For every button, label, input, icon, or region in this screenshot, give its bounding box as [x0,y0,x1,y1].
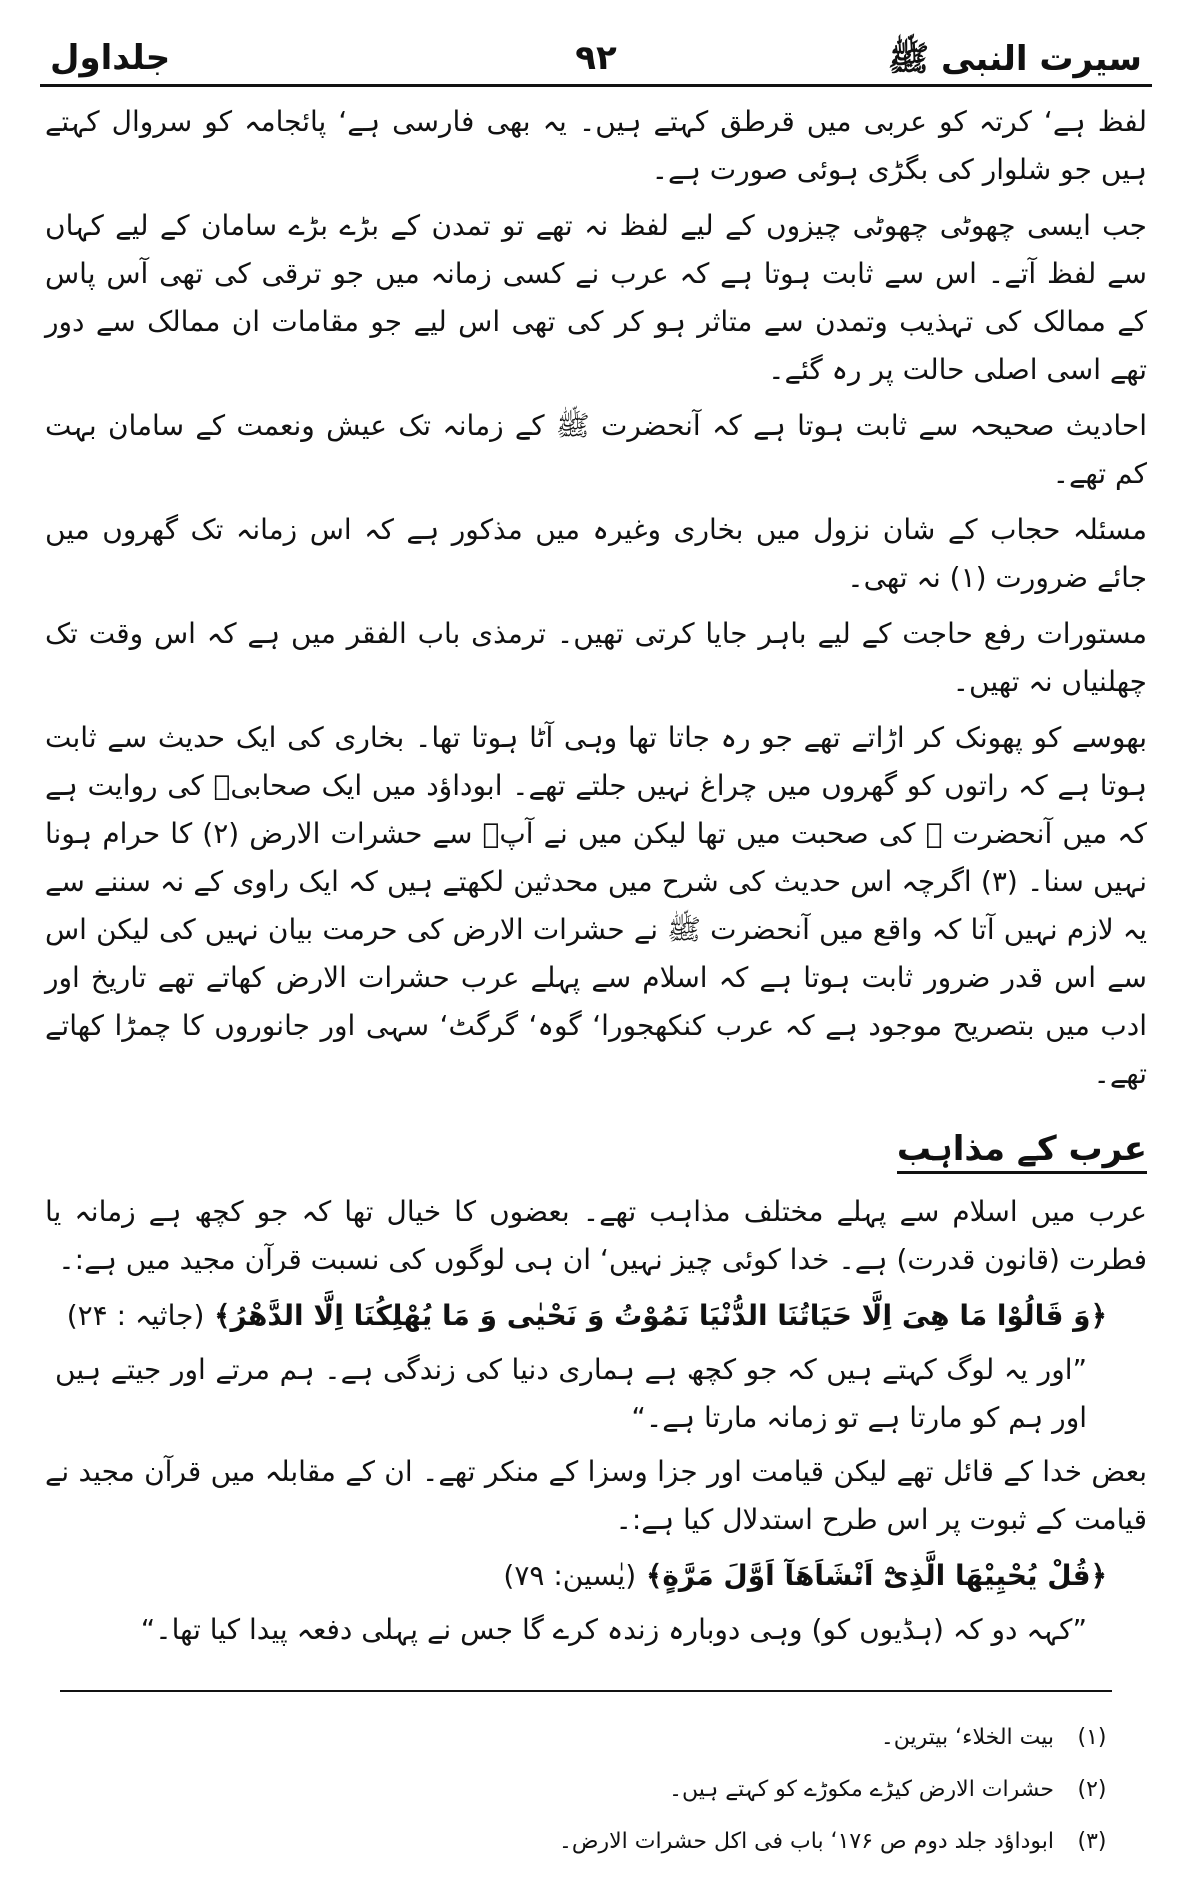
section-heading: عرب کے مذاہب [897,1128,1147,1174]
footnote-number: (۳) [1077,1829,1107,1854]
paragraph: جب ایسی چھوٹی چھوٹی چیزوں کے لیے لفظ نہ تھے تو تمدن کے بڑے بڑے سامان کے لیے کہاں سے لفظ آتے۔ اس سے ثابت ہوتا ہے کہ عرب نے کسی زمانہ میں جو ترقی کی تھی آس پاس کے ممالک کی تہذیب وتمدن سے متاثر ہو کر کی تھی اس لیے جو مقامات ان ممالک سے دور تھے اسی اصلی حالت پر رہ گئے۔ [45,209,1148,386]
page-number: ۹۲ [575,38,617,78]
paragraph: مسئلہ حجاب کے شان نزول میں بخاری وغیرہ میں مذکور ہے کہ اس زمانہ تک گھروں میں جائے ضرورت (۱) نہ تھی۔ [45,513,1147,594]
paragraph: لفظ ہے‘ کرتہ کو عربی میں قرطق کہتے ہیں۔ یہ بھی فارسی ہے‘ پائجامہ کو سروال کہتے ہیں جو شلوار کی بگڑی ہوئی صورت ہے۔ [45,105,1147,186]
book-title: سیرت النبی ﷺ [888,39,1142,79]
footnote-rule [60,1690,1112,1692]
footnotes [80,1712,1112,1868]
running-header [40,38,1152,98]
paragraph: مستورات رفع حاجت کے لیے باہر جایا کرتی تھیں۔ ترمذی باب الفقر میں ہے کہ اس وقت تک چھلنیاں نہ تھیں۔ [45,617,1147,698]
quran-verse [55,1552,1107,1600]
paragraph: بھوسے کو پھونک کر اڑاتے تھے جو رہ جاتا تھا وہی آٹا ہوتا تھا۔ بخاری کی ایک حدیث سے ثابت ہوتا ہے کہ راتوں کو گھروں میں چراغ نہیں جلتے تھے۔ ابوداؤد میں ایک صحابیؓ کی روایت ہے کہ میں آنحضرت ﷺ کی صحبت میں تھا لیکن میں نے آپؐ سے حشرات الارض (۲) کا حرام ہونا نہیں سنا۔ (۳) اگرچہ اس حدیث کی شرح میں محدثین لکھتے ہیں کہ ایک راوی کے نہ سننے سے یہ لازم نہیں آتا کہ واقع میں آنحضرت ﷺ نے حشرات الارض کی حرمت بیان نہیں کی لیکن اس سے اس قدر ضرور ثابت ہوتا ہے کہ اسلام سے پہلے عرب حشرات الارض کھاتے تھے تاریخ اور ادب میں بتصریح موجود ہے کہ عرب کنکھجورا‘ گوہ‘ گرگٹ‘ سہی اور جانوروں کا چمڑا کھاتے تھے۔ [45,721,1147,1090]
footnote [80,1712,1112,1764]
footnote-number: (۲) [1077,1777,1107,1802]
main-text [45,98,1147,1660]
ayah-text: ﴿وَ قَالُوْا مَا هِیَ اِلَّا حَیَاتُنَا الدُّنْیَا نَمُوْتُ وَ نَحْیٰی وَ مَا یُهْلِكُنَا اِلَّا الدَّهْرُ﴾ [214,1299,1107,1332]
quran-verse [55,1292,1107,1340]
footnote-text: حشرات الارض کیڑے مکوڑے کو کہتے ہیں۔ [669,1777,1054,1802]
ayah-reference: (یٰسین: ۷۹) [503,1559,637,1592]
footnote [80,1764,1112,1816]
footnote-text: بیت الخلاء‘ بیترین۔ [880,1725,1054,1750]
translation-quote: ”اور یہ لوگ کہتے ہیں کہ جو کچھ ہے ہماری دنیا کی زندگی ہے۔ ہم مرتے اور جیتے ہیں اور ہم کو مارتا ہے تو زمانہ مارتا ہے۔“ [55,1353,1087,1434]
ayah-text: ﴿قُلْ یُحْیِیْهَا الَّذِیْٓ اَنْشَاَهَآ اَوَّلَ مَرَّةٍ﴾ [645,1559,1107,1592]
volume-label: جلداول [50,38,171,78]
footnote-text: ابوداؤد جلد دوم ص ۱۷۶‘ باب فی اکل حشرات الارض۔ [559,1829,1054,1854]
footnote [80,1816,1112,1868]
paragraph: احادیث صحیحہ سے ثابت ہوتا ہے کہ آنحضرت ﷺ کے زمانہ تک عیش ونعمت کے سامان بہت کم تھے۔ [45,409,1147,490]
paragraph: بعض خدا کے قائل تھے لیکن قیامت اور جزا وسزا کے منکر تھے۔ ان کے مقابلہ میں قرآن مجید نے قیامت کے ثبوت پر اس طرح استدلال کیا ہے:۔ [45,1455,1147,1536]
ayah-reference: (جاثیہ : ۲۴) [66,1299,205,1332]
section-intro: عرب میں اسلام سے پہلے مختلف مذاہب تھے۔ بعضوں کا خیال تھا کہ جو کچھ ہے زمانہ یا فطرت (قانون قدرت) ہے۔ خدا کوئی چیز نہیں‘ ان ہی لوگوں کی نسبت قرآن مجید میں ہے:۔ [45,1195,1147,1276]
footnote-number: (۱) [1077,1725,1107,1750]
translation-quote: ”کہہ دو کہ (ہڈیوں کو) وہی دوبارہ زندہ کرے گا جس نے پہلی دفعہ پیدا کیا تھا۔“ [140,1613,1087,1646]
header-rule [40,84,1152,87]
